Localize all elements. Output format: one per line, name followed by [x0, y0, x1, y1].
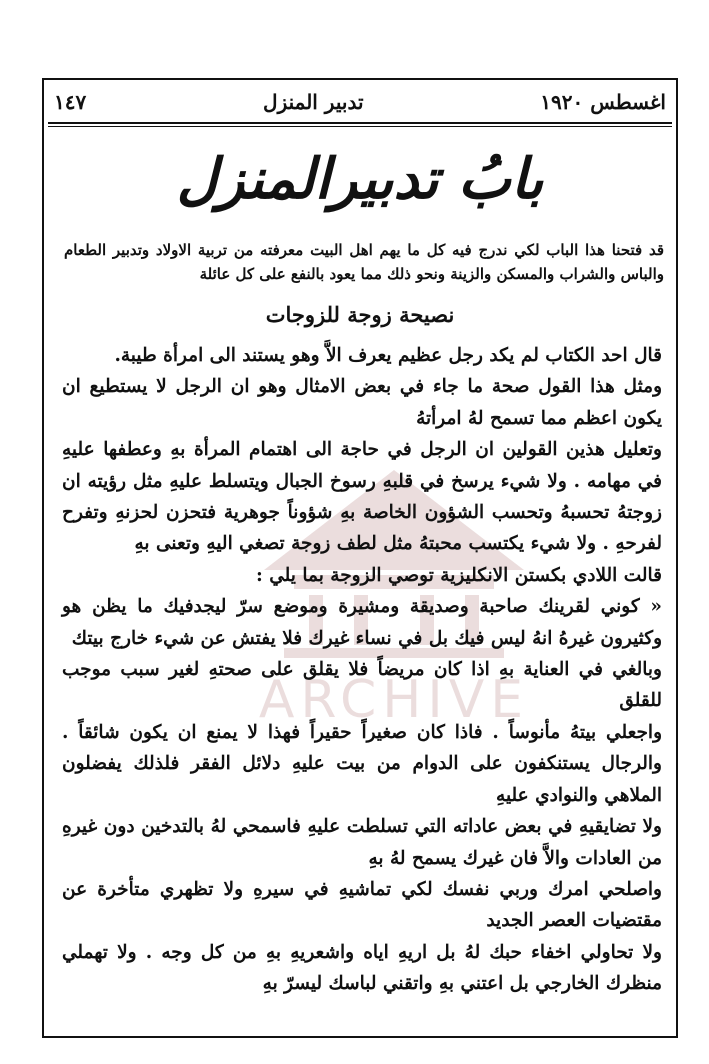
paragraph: ومثل هذا القول صحة ما جاء في بعض الامثال وهو ان الرجل لا يستطيع ان يكون اعظم مما تسمح لهُ امرأتهُ: [62, 376, 662, 429]
header-date: اغسطس ١٩٢٠: [540, 90, 666, 114]
header-title: تدبير المنزل: [263, 90, 364, 114]
page-number: ١٤٧: [54, 90, 87, 114]
paragraph: قالت اللادي بكستن الانكليزية توصي الزوجة بما يلي :: [255, 564, 662, 586]
article-body: [62, 340, 662, 1000]
paragraph: واجعلي بيتهُ مأنوساً . فاذا كان صغيراً حقيراً فهذا لا يمنع ان يكون شائقاً . والرجال يستنكفون على الدوام من بيت عليهِ دلائل الفقر فلذلك يفضلون الملاهي والنوادي عليهِ: [62, 721, 662, 806]
paragraph: وتعليل هذين القولين ان الرجل في حاجة الى اهتمام المرأة بهِ وعطفها عليهِ في مهامه . ولا شيء يرسخ في قلبهِ رسوخ الجبال ويتسلط عليهِ مثل رؤيته ان زوجتهُ تحسبهُ وتحسب الشؤون الخاصة بهِ شؤوناً جوهرية فتحزن لحزنهِ وتفرح لفرحهِ . ولا شيء يكتسب محبتهُ مثل لطف زوجة تصغي اليهِ وتعنى بهِ: [62, 439, 662, 555]
document-page: [42, 78, 678, 1038]
watermark-text: ARCHIVE: [258, 670, 530, 730]
paragraph: « كوني لقرينك صاحبة وصديقة ومشيرة وموضع سرّ ليجدفيك ما يظن هو وكثيرون غيرهُ انهُ ليس فيك بل في نساء غيرك فلا يفتش عن شيء خارج بيتك: [62, 596, 662, 649]
section-intro: قد فتحنا هذا الباب لكي ندرج فيه كل ما يهم اهل البيت معرفته من تربية الاولاد وتدبير الطعام والباس والشراب والمسكن والزينة ونحو ذلك مما يعود بالنفع على كل عائلة: [64, 241, 664, 283]
section-title: بابُ تدبيرالمنزل: [176, 146, 544, 212]
header-rule-thin: [48, 126, 672, 127]
paragraph: واصلحي امرك وربي نفسك لكي تماشيهِ في سيرهِ ولا تظهري متأخرة عن مقتضيات العصر الجديد: [62, 878, 662, 932]
paragraph: قال احد الكتاب لم يكد رجل عظيم يعرف الاَّ وهو يستند الى امرأة طيبة.: [114, 345, 662, 366]
article-title: نصيحة زوجة للزوجات: [265, 302, 455, 327]
running-header: [54, 86, 666, 118]
paragraph: ولا تحاولي اخفاء حبك لهُ بل اريهِ اياه واشعريهِ بهِ من كل وجه . ولا تهملي منظرك الخارجي بل اعتني بهِ واتقني لباسك ليسرّ بهِ: [62, 941, 662, 995]
paragraph: ولا تضايقيهِ في بعض عاداته التي تسلطت عليهِ فاسمحي لهُ بالتدخين دون غيرهِ من العادات والاَّ فان غيرك يسمح لهُ بهِ: [62, 816, 662, 869]
paragraph: وبالغي في العناية بهِ اذا كان مريضاً فلا يقلق على صحتهِ لغير سبب موجب للقلق: [62, 659, 662, 712]
header-rule: [48, 122, 672, 124]
